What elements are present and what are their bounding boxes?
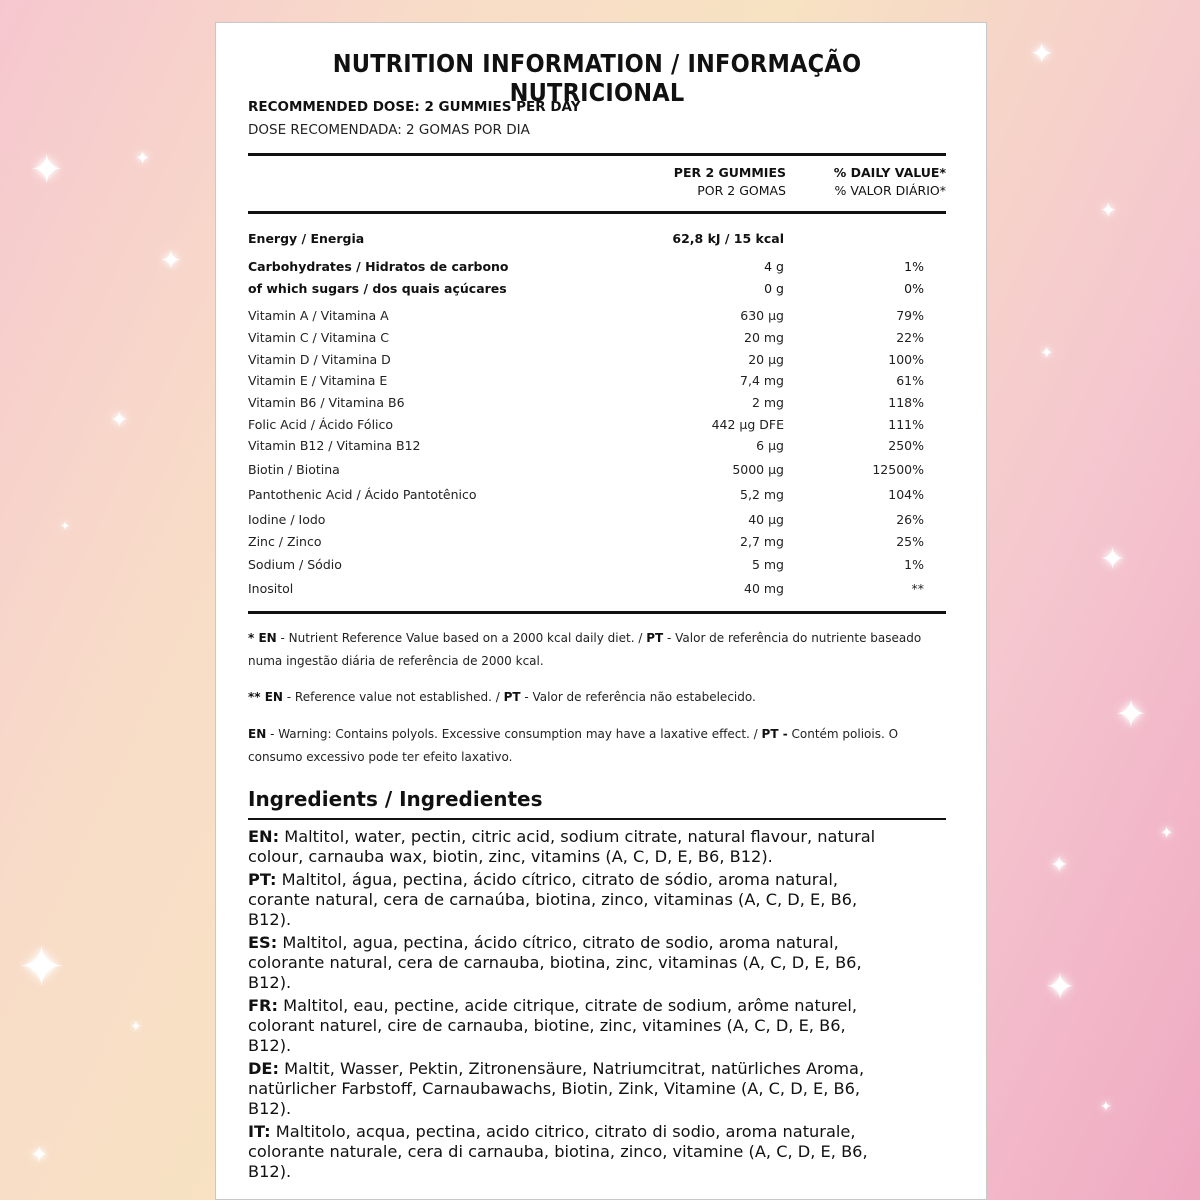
- table-row: [248, 534, 946, 554]
- nutrient-name: Vitamin C / Vitamina C: [248, 330, 389, 345]
- column-header-amount-pt: POR 2 GOMAS: [697, 183, 786, 198]
- recommended-dose-en: RECOMMENDED DOSE: 2 GUMMIES PER DAY: [248, 99, 581, 115]
- footnote-en: - Warning: Contains polyols. Excessive consumption may have a laxative effect. /: [266, 727, 762, 741]
- language-code: FR:: [248, 996, 278, 1015]
- nutrient-daily-value: 104%: [888, 487, 924, 502]
- sparkle-icon: ✦: [1030, 37, 1054, 70]
- table-row: [248, 330, 946, 350]
- ingredients-it: [248, 1122, 888, 1182]
- nutrient-amount: 5000 µg: [732, 462, 784, 477]
- sparkle-icon: ✦: [1100, 542, 1126, 577]
- nutrient-name: Pantothenic Acid / Ácido Pantotênico: [248, 487, 477, 502]
- table-row: [248, 557, 946, 577]
- footnote-marker: * EN: [248, 631, 277, 645]
- nutrient-amount: 40 µg: [748, 512, 784, 527]
- column-header-dv-en: % DAILY VALUE*: [833, 165, 946, 180]
- table-row: [248, 352, 946, 372]
- nutrient-amount: 2 mg: [751, 395, 784, 410]
- nutrient-name: Vitamin A / Vitamina A: [248, 308, 389, 323]
- ingredients-pt: [248, 870, 888, 930]
- nutrient-amount: 62,8 kJ / 15 kcal: [672, 231, 784, 246]
- footnote-pt-label: PT: [503, 690, 521, 704]
- nutrient-name: Inositol: [248, 581, 294, 596]
- nutrient-name: Energy / Energia: [248, 231, 365, 246]
- table-row: [248, 281, 946, 301]
- footnote-en: - Nutrient Reference Value based on a 2000 kcal daily diet. /: [276, 631, 647, 645]
- nutrient-daily-value: 1%: [904, 557, 924, 572]
- sparkle-icon: ✦: [110, 408, 129, 433]
- nutrient-name: Carbohydrates / Hidratos de carbono: [248, 259, 509, 274]
- nutrient-amount: 442 µg DFE: [711, 417, 784, 432]
- sparkle-icon: ✦: [30, 1143, 49, 1168]
- sparkle-icon: ✦: [135, 148, 151, 169]
- sparkle-icon: ✦: [30, 147, 64, 193]
- footnote-daily-value: [248, 627, 946, 673]
- divider: [248, 153, 946, 156]
- footnote-marker: EN: [248, 727, 267, 741]
- table-row: [248, 373, 946, 393]
- language-code: DE:: [248, 1059, 279, 1078]
- divider: [248, 611, 946, 614]
- ingredients-text: Maltitol, water, pectin, citric acid, sodium citrate, natural flavour, natural colour, carnauba wax, biotin, zinc, vitamins (A, C, D, E, B6, B12).: [248, 827, 876, 866]
- nutrient-name: of which sugars / dos quais açúcares: [248, 281, 507, 296]
- sparkle-icon: ✦: [160, 246, 182, 276]
- language-code: PT:: [248, 870, 277, 889]
- sparkle-icon: ✦: [1100, 1099, 1112, 1115]
- footnote-pt: Contém poliois. O consumo excessivo pode ter efeito laxativo.: [248, 727, 899, 764]
- sparkle-icon: ✦: [1100, 198, 1117, 222]
- nutrient-name: Biotin / Biotina: [248, 462, 340, 477]
- nutrient-name: Sodium / Sódio: [248, 557, 342, 572]
- table-row: [248, 308, 946, 328]
- column-header-amount: [674, 165, 786, 198]
- nutrient-amount: 4 g: [764, 259, 784, 274]
- ingredients-de: [248, 1059, 888, 1119]
- language-code: ES:: [248, 933, 278, 952]
- nutrient-daily-value: 12500%: [872, 462, 924, 477]
- ingredients-text: Maltitol, água, pectina, ácido cítrico, citrato de sódio, aroma natural, corante natural, cera de carnaúba, biotina, zinco, vitaminas (A, C, D, E, B6, B12).: [248, 870, 858, 929]
- language-code: EN:: [248, 827, 280, 846]
- ingredients-title: Ingredients / Ingredientes: [248, 787, 543, 811]
- footnote-pt-label: PT: [646, 631, 664, 645]
- recommended-dose-pt: DOSE RECOMENDADA: 2 GOMAS POR DIA: [248, 122, 530, 138]
- nutrient-amount: 20 mg: [744, 330, 784, 345]
- footnote-warning: [248, 723, 946, 769]
- ingredients-text: Maltit, Wasser, Pektin, Zitronensäure, Natriumcitrat, natürliches Aroma, natürlicher Farbstoff, Carnaubawachs, Biotin, Zink, Vitamine (A, C, D, E, B6, B12).: [248, 1059, 865, 1118]
- table-row: [248, 417, 946, 437]
- footnote-marker: ** EN: [248, 690, 283, 704]
- nutrient-daily-value: 0%: [904, 281, 924, 296]
- nutrient-daily-value: 25%: [896, 534, 924, 549]
- nutrient-name: Iodine / Iodo: [248, 512, 326, 527]
- ingredients-fr: [248, 996, 888, 1056]
- sparkle-icon: ✦: [1050, 853, 1069, 878]
- nutrition-label: [215, 22, 987, 1200]
- nutrient-daily-value: 111%: [888, 417, 924, 432]
- nutrient-name: Folic Acid / Ácido Fólico: [248, 417, 394, 432]
- nutrient-amount: 6 µg: [756, 438, 784, 453]
- ingredients-text: Maltitolo, acqua, pectina, acido citrico, citrato di sodio, aroma naturale, colorante naturale, cera di carnauba, biotina, zinco, vitamine (A, C, D, E, B6, B12).: [248, 1122, 868, 1181]
- column-header-amount-en: PER 2 GUMMIES: [673, 165, 786, 180]
- nutrient-daily-value: 100%: [888, 352, 924, 367]
- nutrient-amount: 5 mg: [751, 557, 784, 572]
- table-row: [248, 512, 946, 532]
- nutrient-amount: 5,2 mg: [740, 487, 784, 502]
- nutrient-daily-value: 79%: [896, 308, 924, 323]
- nutrient-amount: 0 g: [764, 281, 784, 296]
- footnote-pt: - Valor de referência não estabelecido.: [520, 690, 756, 704]
- divider: [248, 818, 946, 820]
- nutrient-daily-value: 61%: [896, 373, 924, 388]
- nutrient-daily-value: 22%: [896, 330, 924, 345]
- footnote-no-reference: [248, 686, 946, 709]
- nutrient-name: Vitamin E / Vitamina E: [248, 373, 388, 388]
- nutrient-amount: 2,7 mg: [740, 534, 784, 549]
- nutrient-daily-value: 118%: [888, 395, 924, 410]
- language-code: IT:: [248, 1122, 271, 1141]
- table-row: [248, 438, 946, 458]
- nutrient-name: Vitamin D / Vitamina D: [248, 352, 391, 367]
- ingredients-text: Maltitol, agua, pectina, ácido cítrico, citrato de sodio, aroma natural, colorante natural, cera de carnauba, biotina, zinc, vitaminas (A, C, D, E, B6, B12).: [248, 933, 862, 992]
- nutrient-name: Zinc / Zinco: [248, 534, 322, 549]
- footnote-pt-label: PT -: [761, 727, 788, 741]
- sparkle-icon: ✦: [1045, 967, 1076, 1008]
- nutrient-amount: 630 µg: [740, 308, 784, 323]
- nutrient-amount: 7,4 mg: [740, 373, 784, 388]
- nutrient-name: Vitamin B12 / Vitamina B12: [248, 438, 421, 453]
- table-row: [248, 581, 946, 601]
- table-row: [248, 259, 946, 279]
- footnote-en: - Reference value not established. /: [282, 690, 504, 704]
- sparkle-icon: ✦: [18, 935, 65, 1000]
- nutrient-daily-value: **: [911, 581, 924, 596]
- ingredients-es: [248, 933, 888, 993]
- nutrient-name: Vitamin B6 / Vitamina B6: [248, 395, 405, 410]
- sparkle-icon: ✦: [130, 1019, 142, 1035]
- nutrient-daily-value: 250%: [888, 438, 924, 453]
- sparkle-icon: ✦: [1040, 343, 1054, 362]
- footnote-pt: - Valor de referência do nutriente baseado numa ingestão diária de referência de 2000 kcal.: [248, 631, 922, 668]
- divider: [248, 211, 946, 214]
- table-row: [248, 462, 946, 482]
- sparkle-icon: ✦: [1160, 823, 1174, 842]
- table-row: [248, 395, 946, 415]
- nutrient-daily-value: 26%: [896, 512, 924, 527]
- table-row: [248, 231, 946, 251]
- table-row: [248, 487, 946, 507]
- page-title: NUTRITION INFORMATION / INFORMAÇÃO NUTRICIONAL: [332, 49, 862, 107]
- column-header-daily-value: [834, 165, 946, 198]
- sparkle-icon: ✦: [1115, 692, 1147, 736]
- ingredients-en: [248, 827, 888, 867]
- ingredients-text: Maltitol, eau, pectine, acide citrique, citrate de sodium, arôme naturel, colorant naturel, cire de carnauba, biotine, zinc, vitamines (A, C, D, E, B6, B12).: [248, 996, 857, 1055]
- ingredients-list: [248, 827, 888, 1182]
- nutrient-amount: 20 µg: [748, 352, 784, 367]
- column-header-dv-pt: % VALOR DIÁRIO*: [834, 183, 946, 198]
- nutrient-daily-value: 1%: [904, 259, 924, 274]
- sparkle-icon: ✦: [60, 519, 71, 533]
- nutrient-amount: 40 mg: [744, 581, 784, 596]
